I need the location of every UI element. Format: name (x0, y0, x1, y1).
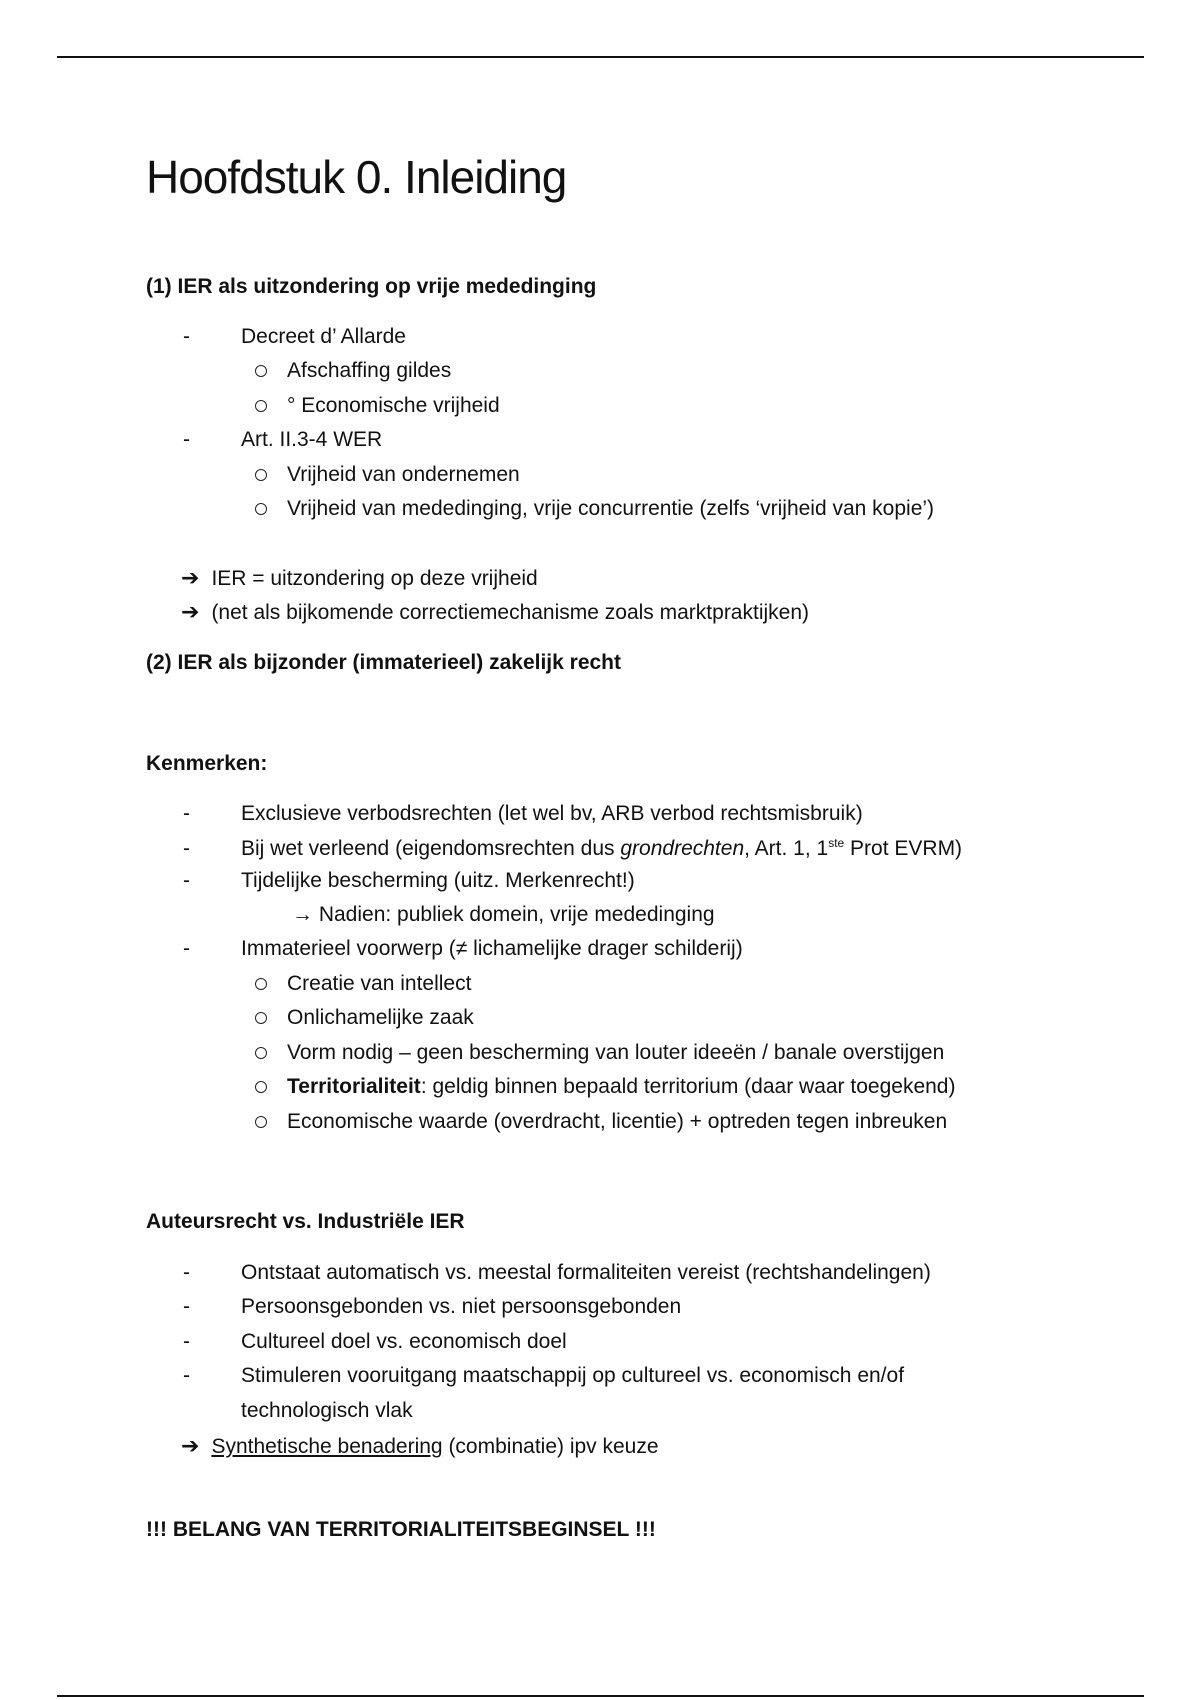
sub-list-item: Territorialiteit: geldig binnen bepaald territorium (daar waar toegekend) (255, 1075, 955, 1099)
list-item: - Cultureel doel vs. economisch doel (183, 1330, 567, 1353)
sub-list-item: Vorm nodig – geen bescherming van louter ideeën / banale overstijgen (255, 1041, 944, 1065)
list-item: - Persoonsgebonden vs. niet persoonsgebonden (183, 1295, 682, 1318)
arrow-icon: ➔ (181, 1433, 200, 1458)
list-item: - Exclusieve verbodsrechten (let wel bv, ARB verbod rechtsmisbruik) (183, 802, 863, 825)
arrow-icon: ➔ (181, 599, 200, 624)
arrow-item: ➔ IER = uitzondering op deze vrijheid (181, 565, 538, 590)
sub-arrow-item: → Nadien: publiek domein, vrije mededinging (292, 903, 715, 926)
arrow-item: ➔ (net als bijkomende correctiemechanisme zoals marktpraktijken) (181, 599, 810, 624)
sub-list-item: Creatie van intellect (255, 972, 471, 996)
sub-list-item: Afschaffing gildes (255, 359, 451, 383)
list-item: - Tijdelijke bescherming (uitz. Merkenrecht!) (183, 869, 635, 892)
list-item: - Ontstaat automatisch vs. meestal formaliteiten vereist (rechtshandelingen) (183, 1261, 931, 1284)
auteursrecht-heading: Auteursrecht vs. Industriële IER (146, 1210, 465, 1233)
list-item: - Decreet d’ Allarde (183, 325, 406, 348)
sub-list-item: Onlichamelijke zaak (255, 1006, 474, 1030)
arrow-item: ➔ Synthetische benadering (combinatie) ipv keuze (181, 1433, 659, 1458)
sub-list-item: ° Economische vrijheid (255, 394, 500, 418)
kenmerken-heading: Kenmerken: (146, 752, 268, 775)
list-item-continuation: technologisch vlak (241, 1399, 413, 1422)
sub-list-item: Vrijheid van ondernemen (255, 463, 520, 487)
list-item: - Stimuleren vooruitgang maatschappij op cultureel vs. economisch en/of (183, 1364, 905, 1387)
sub-list-item: Economische waarde (overdracht, licentie) + optreden tegen inbreuken (255, 1110, 947, 1134)
sub-list-item: Vrijheid van mededinging, vrije concurrentie (zelfs ‘vrijheid van kopie’) (255, 497, 934, 521)
section-2-heading: (2) IER als bijzonder (immaterieel) zakelijk recht (146, 651, 621, 674)
page-title: Hoofdstuk 0. Inleiding (146, 151, 567, 203)
list-item: - Art. II.3-4 WER (183, 428, 383, 451)
section-1-heading: (1) IER als uitzondering op vrije mededinging (146, 275, 597, 298)
list-item: - Immaterieel voorwerp (≠ lichamelijke drager schilderij) (183, 937, 743, 960)
list-item: - Bij wet verleend (eigendomsrechten dus grondrechten, Art. 1, 1ste Prot EVRM) (183, 836, 963, 860)
closing-emphasis: !!! BELANG VAN TERRITORIALITEITSBEGINSEL !!! (146, 1518, 656, 1541)
arrow-icon: ➔ (181, 565, 200, 590)
